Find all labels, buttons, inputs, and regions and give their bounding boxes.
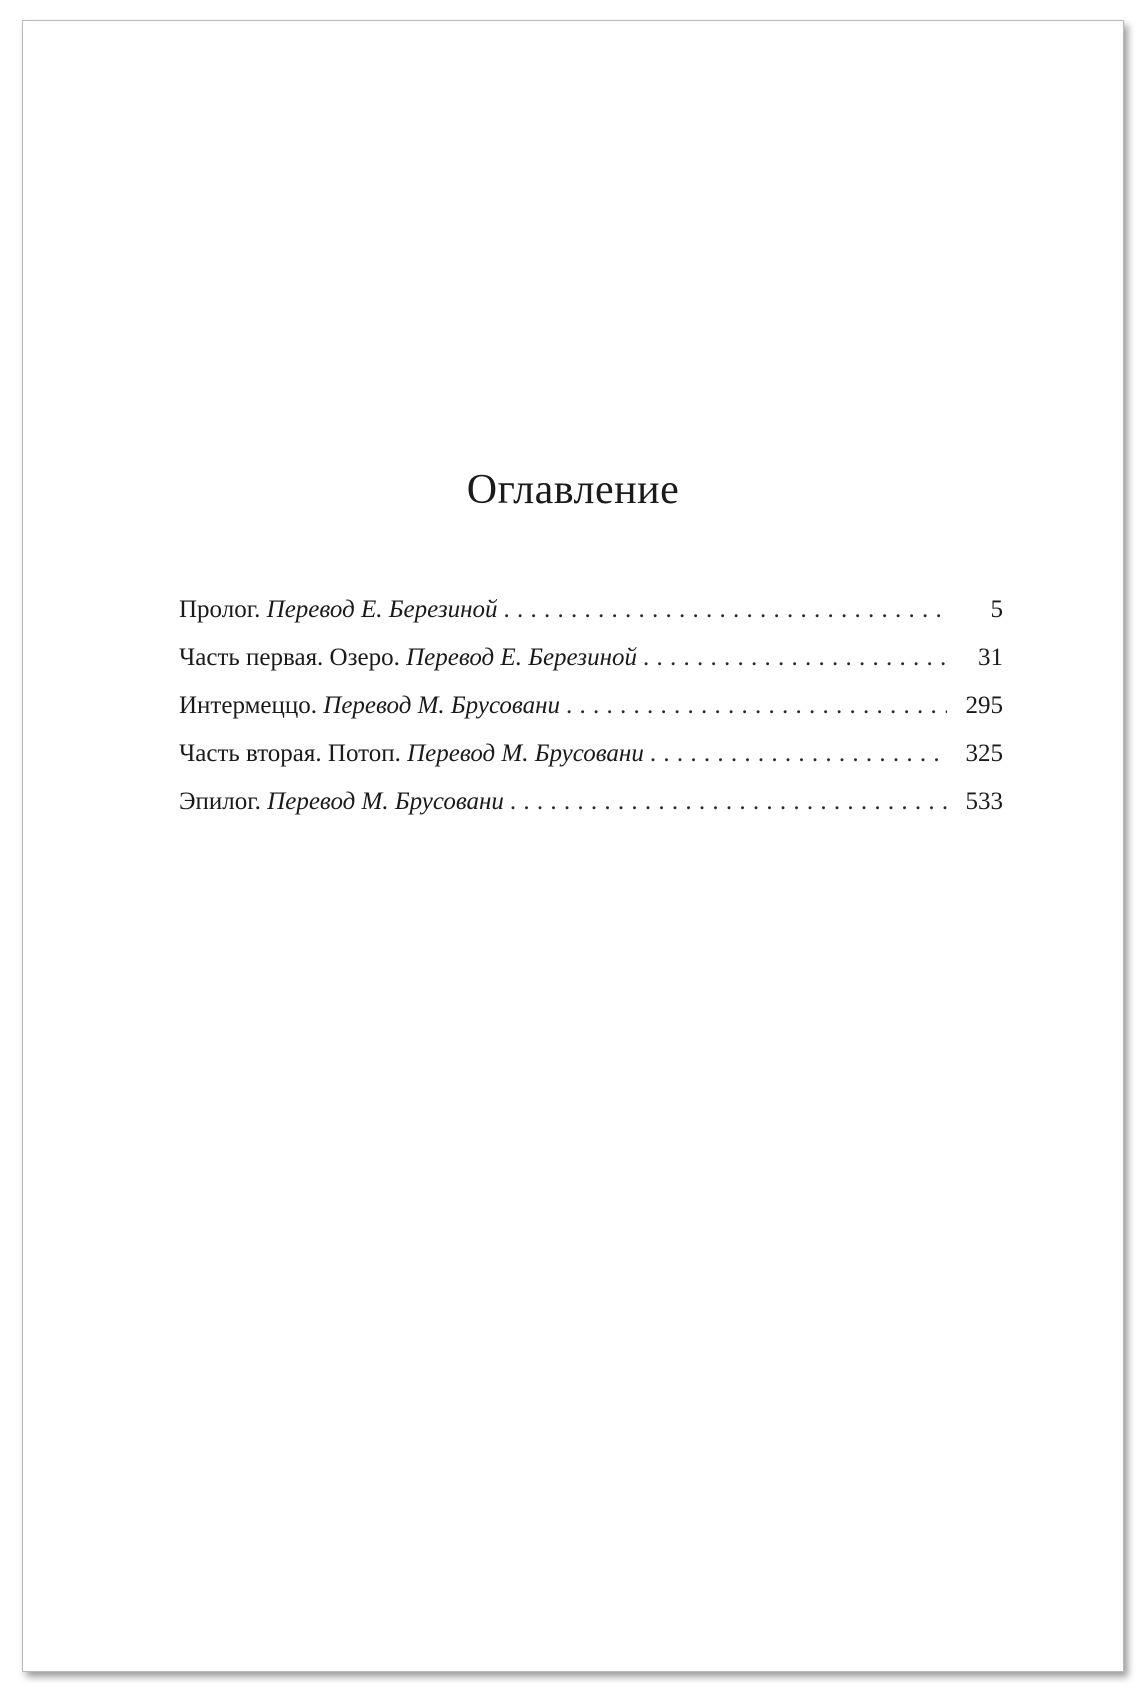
toc-entry-label — [179, 738, 644, 770]
book-page — [22, 20, 1124, 1672]
toc-entry-label — [179, 786, 504, 818]
toc-entry-page-number: 5 — [990, 596, 1003, 623]
toc-entry-title: Часть вторая. Потоп. — [179, 740, 401, 767]
dot-leader — [510, 786, 947, 818]
dot-leader — [650, 738, 947, 770]
toc-entry-title: Пролог. — [179, 596, 261, 623]
toc-entry-page-number: 325 — [965, 740, 1003, 767]
dot-leader — [504, 594, 947, 626]
dot-leader — [566, 690, 947, 722]
toc-entry-label — [179, 642, 637, 674]
toc-entry-translator: Перевод М. Брусовани — [407, 740, 644, 767]
toc-entry-page-number: 31 — [978, 644, 1003, 671]
toc-entry-prologue — [179, 594, 1003, 642]
dot-leader — [643, 642, 947, 674]
table-of-contents — [179, 594, 1003, 834]
toc-entry-translator: Перевод Е. Березиной — [266, 596, 498, 623]
toc-entry-part-one — [179, 642, 1003, 690]
toc-entry-page-number: 533 — [965, 788, 1003, 815]
toc-entry-intermezzo — [179, 690, 1003, 738]
toc-entry-part-two — [179, 738, 1003, 786]
toc-entry-translator: Перевод Е. Березиной — [406, 644, 637, 671]
toc-entry-title: Часть первая. Озеро. — [179, 644, 400, 671]
toc-entry-title: Интермеццо. — [179, 692, 318, 719]
toc-entry-epilogue — [179, 786, 1003, 834]
toc-entry-label — [179, 594, 498, 626]
toc-entry-label — [179, 690, 560, 722]
toc-entry-translator: Перевод М. Брусовани — [267, 788, 504, 815]
page-title: Оглавление — [466, 467, 680, 513]
toc-entry-translator: Перевод М. Брусовани — [323, 692, 560, 719]
toc-entry-page-number: 295 — [965, 692, 1003, 719]
toc-entry-title: Эпилог. — [179, 788, 261, 815]
